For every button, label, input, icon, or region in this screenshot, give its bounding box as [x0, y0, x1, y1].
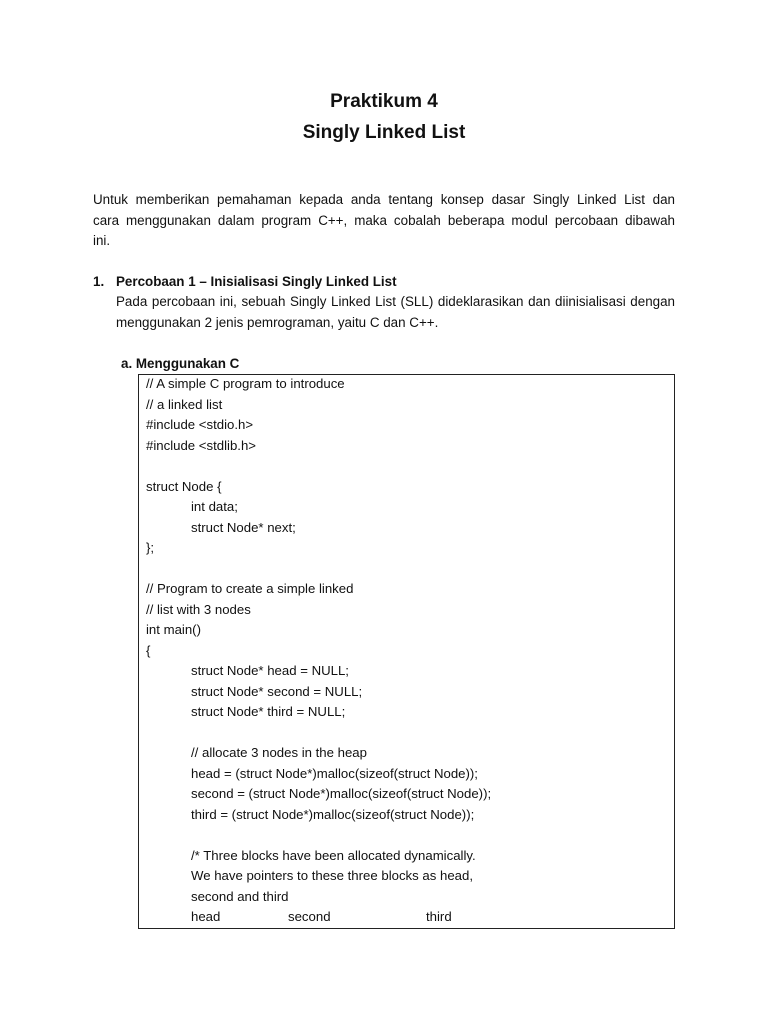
code-line	[146, 559, 491, 580]
code-line	[146, 456, 491, 477]
code-line: #include <stdlib.h>	[146, 437, 256, 453]
code-line: // allocate 3 nodes in the heap	[191, 745, 367, 760]
code-line: struct Node* second = NULL;	[191, 683, 363, 699]
intro-line: Untuk memberikan pemahaman kepada anda tentang konsep dasar Singly Linked List dan	[93, 192, 675, 207]
code-line-diagram-labels	[146, 907, 491, 928]
code-line: struct Node* third = NULL;	[191, 704, 346, 719]
code-line: // A simple C program to introduce	[146, 376, 345, 391]
section-heading: Percobaan 1 – Inisialisasi Singly Linked List	[116, 274, 397, 289]
code-line: int main()	[146, 622, 201, 637]
page-title: Praktikum 4	[330, 91, 438, 112]
code-line: struct Node {	[146, 478, 222, 494]
code-line: // list with 3 nodes	[146, 601, 251, 617]
subsection-label: a. Menggunakan C	[121, 356, 240, 371]
code-line: second and third	[191, 888, 289, 904]
section-description-line: Pada percobaan ini, sebuah Singly Linked List (SLL) dideklarasikan dan diinisialisasi dengan	[116, 294, 675, 309]
page-subtitle: Singly Linked List	[302, 122, 466, 143]
section-number: 1.	[93, 274, 105, 289]
section-description	[116, 292, 675, 333]
code-line: third = (struct Node*)malloc(sizeof(struct Node));	[191, 806, 475, 822]
code-line: head = (struct Node*)malloc(sizeof(struct Node));	[191, 765, 478, 781]
code-line	[146, 825, 491, 846]
section-description-line: menggunakan 2 jenis pemrograman, yaitu C dan C++.	[116, 314, 439, 330]
intro-line: ini.	[93, 233, 111, 248]
code-line: struct Node* next;	[191, 519, 296, 535]
code-line: We have pointers to these three blocks as head,	[191, 868, 473, 883]
code-line: /* Three blocks have been allocated dynamically.	[191, 847, 476, 863]
code-line: // Program to create a simple linked	[146, 581, 354, 596]
code-line: // a linked list	[146, 396, 223, 412]
diagram-label-third: third	[426, 909, 452, 924]
intro-line: cara menggunakan dalam program C++, maka cobalah beberapa modul percobaan dibawah	[93, 212, 675, 228]
code-line: int data;	[191, 499, 238, 514]
intro-paragraph	[93, 190, 675, 252]
code-line: #include <stdio.h>	[146, 417, 254, 432]
code-block	[146, 374, 491, 928]
code-line: };	[146, 540, 155, 555]
code-line: second = (struct Node*)malloc(sizeof(struct Node));	[191, 786, 492, 801]
diagram-label-head: head	[191, 909, 221, 924]
code-line	[146, 723, 491, 744]
diagram-label-second: second	[288, 909, 331, 924]
code-line: struct Node* head = NULL;	[191, 663, 349, 678]
code-line: {	[146, 642, 151, 658]
